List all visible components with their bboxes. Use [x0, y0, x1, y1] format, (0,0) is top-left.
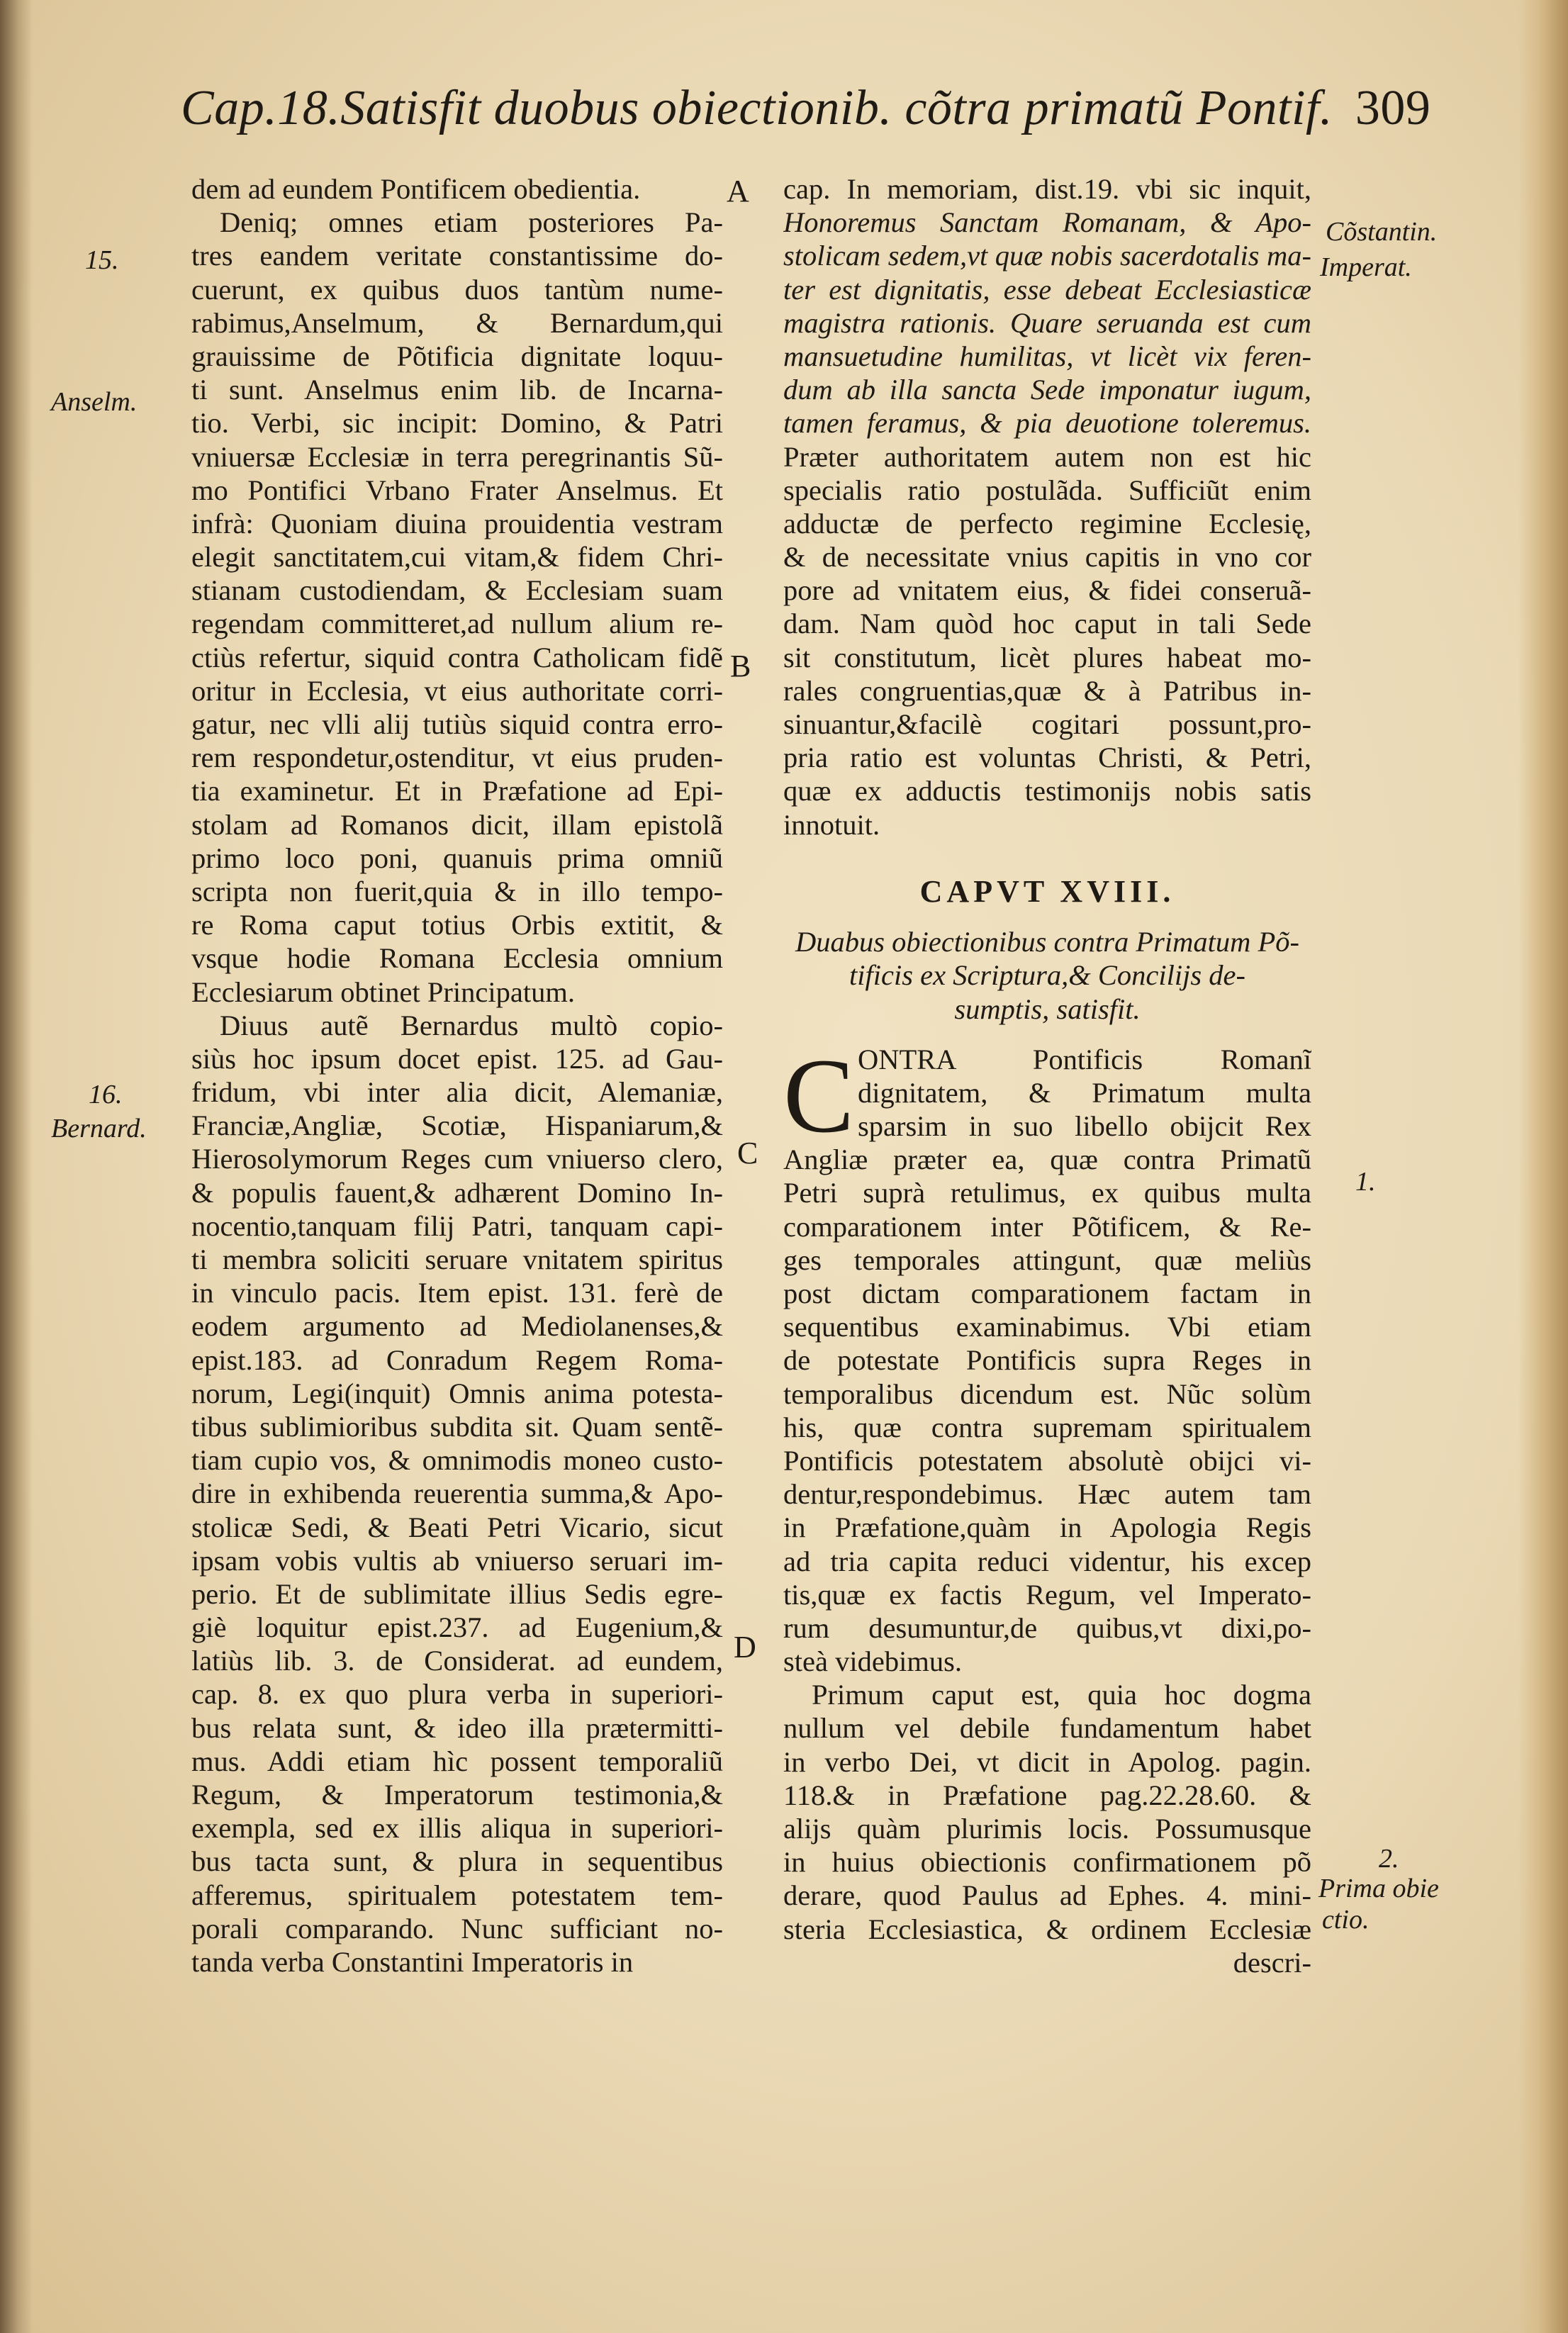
text-line: epist.183. ad Conradum Regem Roma-: [191, 1343, 723, 1376]
chapter-body: [783, 1036, 1311, 1946]
left-column: [191, 172, 723, 1979]
text-line: porali comparando. Nunc sufficiant no-: [191, 1912, 723, 1945]
text-line: dire in exhibenda reuerentia summa,& Apo-: [191, 1477, 723, 1510]
text-line: perio. Et de sublimitate illius Sedis egre-: [191, 1577, 723, 1610]
text-line: stianam custodiendam, & Ecclesiam suam: [191, 574, 723, 607]
text-line: rem respondetur,ostenditur, vt eius pruden-: [191, 742, 723, 774]
text-line: ti membra soliciti seruare vnitatem spiritus: [191, 1243, 723, 1275]
text-line: mansuetudine humilitas, vt licèt vix feren-: [783, 340, 1311, 372]
text-line: rales congruentias,quæ & à Patribus in-: [783, 674, 1311, 707]
text-line: ad tria capita reduci videntur, his excep: [783, 1545, 1311, 1577]
text-line: & de necessitate vnius capitis in vno cor: [783, 541, 1311, 574]
text-line: comparationem inter Põtificem, & Re-: [783, 1210, 1311, 1243]
running-title: Cap.18.Satisfit duobus obiectionib. cõtra primatũ Pontif.: [181, 81, 1333, 135]
text-line: ipsam vobis vultis ab vniuerso seruari im-: [191, 1544, 723, 1577]
text-line: Deniq; omnes etiam posteriores Pa-: [220, 206, 723, 239]
section-letter-b: B: [730, 649, 751, 683]
text-line: Honoremus Sanctam Romanam, & Apo-: [783, 206, 1311, 239]
text-line: nocentio,tanquam filij Patri, tanquam capi-: [191, 1209, 723, 1242]
text-line: sinuantur,&facilè cogitari possunt,pro-: [783, 708, 1311, 740]
text-line: giè loquitur epist.237. ad Eugenium,&: [191, 1611, 723, 1644]
text-line: tia examinetur. Et in Præfatione ad Epi-: [191, 775, 723, 807]
margin-number-16: 16.: [89, 1080, 123, 1109]
text-line: regendam committeret,ad nullum alium re-: [191, 608, 723, 640]
text-line: ONTRA Pontificis Romanĩ: [858, 1043, 1311, 1075]
section-letter-a: A: [727, 174, 749, 208]
subtitle-line: tificis ex Scriptura,& Concilijs de-: [849, 959, 1246, 992]
text-line: ctiùs refertur, siquid contra Catholicam fidẽ: [191, 641, 723, 673]
margin-note-anselm: Anselm.: [51, 387, 138, 417]
text-line: sparsim in suo libello obijcit Rex: [858, 1110, 1311, 1143]
text-line: Ecclesiarum obtinet Principatum.: [191, 975, 575, 1008]
text-line: fridum, vbi inter alia dicit, Alemaniæ,: [191, 1076, 723, 1109]
text-line: nullum vel debile fundamentum habet: [783, 1712, 1311, 1745]
text-line: Primum caput est, quia hoc dogma: [812, 1679, 1311, 1711]
catchword: descri-: [1233, 1946, 1311, 1979]
text-line: latiùs lib. 3. de Considerat. ad eundem,: [191, 1645, 723, 1677]
text-line: de potestate Pontificis supra Reges in: [783, 1344, 1311, 1377]
text-line: sit constitutum, licèt plures habeat mo-: [783, 641, 1311, 673]
text-line: ti sunt. Anselmus enim lib. de Incarna-: [191, 374, 723, 406]
text-line: norum, Legi(inquit) Omnis anima potesta-: [191, 1377, 723, 1409]
text-line: Pontificis potestatem absolutè obijci vi-: [783, 1444, 1311, 1477]
running-header: [181, 77, 1431, 140]
text-line: & populis fauent,& adhærent Domino In-: [191, 1176, 723, 1209]
text-line: eodem argumento ad Mediolanenses,&: [191, 1310, 723, 1343]
text-line: steà videbimus.: [783, 1645, 962, 1678]
text-line: dem ad eundem Pontificem obedientia.: [191, 173, 641, 205]
text-line: re Roma caput totius Orbis extitit, &: [191, 909, 723, 941]
text-line: tis,quæ ex factis Regum, vel Imperato-: [783, 1578, 1311, 1611]
text-line: dentur,respondebimus. Hæc autem tam: [783, 1478, 1311, 1511]
drop-cap: C: [783, 1036, 855, 1155]
text-line: bus tacta sunt, & plura in sequentibus: [191, 1845, 723, 1878]
text-line: steria Ecclesiastica, & ordinem Ecclesiæ: [783, 1913, 1311, 1945]
text-line: elegit sanctitatem,cui vitam,& fidem Chri-: [191, 541, 723, 574]
text-line: stolam ad Romanos dicit, illam epistolã: [191, 808, 723, 841]
text-line: vniuersæ Ecclesiæ in terra peregrinantis Sũ-: [191, 440, 723, 473]
text-line: siùs hoc ipsum docet epist. 125. ad Gau-: [191, 1042, 723, 1075]
text-line: Franciæ,Angliæ, Scotiæ, Hispaniarum,&: [191, 1109, 723, 1142]
text-line: specialis ratio postulãda. Sufficiũt enim: [783, 474, 1311, 506]
text-line: derare, quod Paulus ad Ephes. 4. mini-: [783, 1879, 1311, 1912]
text-line: tres eandem veritate constantissime do-: [191, 240, 723, 272]
text-line: ges temporales attingunt, quæ meliùs: [783, 1243, 1311, 1276]
subtitle-line: Duabus obiectionibus contra Primatum Põ-: [795, 926, 1299, 958]
margin-number-2: 2.: [1379, 1844, 1399, 1874]
text-line: dum ab illa sancta Sede imponatur iugum,: [783, 374, 1311, 406]
text-line: tiam cupio vos, & omnimodis moneo custo-: [191, 1444, 723, 1477]
margin-note-obiectio: ctio.: [1322, 1905, 1370, 1935]
text-line: cap. 8. ex quo plura verba in superiori-: [191, 1678, 723, 1711]
text-line: in Præfatione,quàm in Apologia Regis: [783, 1511, 1311, 1544]
text-line: bus relata sunt, & ideo illa prætermitti-: [191, 1711, 723, 1744]
text-line: Diuus autẽ Bernardus multò copio-: [220, 1009, 723, 1041]
section-letter-c: C: [737, 1136, 758, 1170]
text-line: vsque hodie Romana Ecclesia omnium: [191, 942, 723, 975]
page-edge-shadow: [1518, 0, 1568, 2333]
text-line: grauissime de Põtificia dignitate loquu-: [191, 340, 723, 372]
margin-note-bernard: Bernard.: [51, 1114, 147, 1143]
spacer: [783, 1026, 1311, 1043]
spacer: [783, 908, 1311, 925]
text-line: in verbo Dei, vt dicit in Apolog. pagin.: [783, 1745, 1311, 1778]
text-line: oritur in Ecclesia, vt eius authoritate corri-: [191, 674, 723, 707]
margin-note-constantin: Cõstantin.: [1326, 217, 1438, 247]
text-line: his, quæ contra supremam spiritualem: [783, 1411, 1311, 1443]
text-line: tibus sublimioribus subdita sit. Quam sentẽ-: [191, 1410, 723, 1443]
text-line: Regum, & Imperatorum testimonia,&: [191, 1779, 723, 1811]
text-line: infrà: Quoniam diuina prouidentia vestram: [191, 507, 723, 539]
text-line: Hierosolymorum Reges cum vniuerso clero,: [191, 1143, 723, 1175]
text-line: innotuit.: [783, 808, 880, 841]
text-line: pore ad vnitatem eius, & fidei conseruã-: [783, 574, 1311, 607]
text-line: in vinculo pacis. Item epist. 131. ferè de: [191, 1277, 723, 1309]
text-line: stolicæ Sedi, & Beati Petri Vicario, sicut: [191, 1511, 723, 1543]
text-line: tanda verba Constantini Imperatoris in: [191, 1945, 634, 1978]
margin-note-prima: Prima obie: [1318, 1874, 1439, 1903]
text-line: adductæ de perfecto regimine Ecclesię,: [783, 507, 1311, 539]
margin-note-imperat: Imperat.: [1320, 252, 1412, 282]
text-line: gatur, nec vlli alij tutiùs siquid contra erro-: [191, 708, 723, 740]
text-line: alijs quàm plurimis locis. Possumusque: [783, 1813, 1311, 1845]
chapter-subtitle: [783, 925, 1311, 1026]
right-column: [783, 172, 1311, 1979]
page-gutter-shadow: [0, 0, 33, 2333]
text-line: 118.& in Præfatione pag.22.28.60. &: [783, 1779, 1311, 1811]
text-line: dam. Nam quòd hoc caput in tali Sede: [783, 608, 1311, 640]
text-line: Angliæ præter ea, quæ contra Primatũ: [783, 1143, 1311, 1176]
right-column-top-text: [783, 172, 1311, 841]
subtitle-line: sumptis, satisfit.: [954, 992, 1141, 1025]
text-line: mus. Addi etiam hìc possent temporaliũ: [191, 1745, 723, 1777]
chapter-heading: CAPVT XVIII.: [919, 874, 1175, 909]
text-line: magistra rationis. Quare seruanda est cum: [783, 306, 1311, 339]
spacer: [783, 841, 1311, 875]
text-line: quæ ex adductis testimonijs nobis satis: [783, 775, 1311, 807]
text-line: dignitatem, & Primatum multa: [858, 1076, 1311, 1109]
text-line: exempla, sed ex illis aliqua in superiori-: [191, 1812, 723, 1845]
text-line: Petri suprà retulimus, ex quibus multa: [783, 1177, 1311, 1209]
text-line: temporalibus dicendum est. Nũc solùm: [783, 1377, 1311, 1410]
text-line: post dictam comparationem factam in: [783, 1277, 1311, 1309]
text-line: tio. Verbi, sic incipit: Domino, & Patri: [191, 407, 723, 440]
margin-number-1: 1.: [1355, 1167, 1376, 1197]
text-line: primo loco poni, quanuis prima omniũ: [191, 841, 723, 874]
text-line: sequentibus examinabimus. Vbi etiam: [783, 1311, 1311, 1343]
text-line: cap. In memoriam, dist.19. vbi sic inquit,: [783, 173, 1311, 205]
text-line: cuerunt, ex quibus duos tantùm nume-: [191, 273, 723, 306]
text-line: Præter authoritatem autem non est hic: [783, 440, 1311, 473]
text-line: ter est dignitatis, esse debeat Ecclesiasticæ: [783, 273, 1311, 306]
text-line: stolicam sedem,vt quæ nobis sacerdotalis ma-: [783, 240, 1311, 272]
text-line: in huius obiectionis confirmationem põ: [783, 1846, 1311, 1879]
text-line: mo Pontifici Vrbano Frater Anselmus. Et: [191, 474, 723, 506]
section-letter-d: D: [734, 1630, 756, 1665]
text-line: tamen feramus, & pia deuotione toleremus.: [783, 407, 1311, 440]
text-line: afferemus, spiritualem potestatem tem-: [191, 1879, 723, 1911]
text-line: rum desumuntur,de quibus,vt dixi,po-: [783, 1611, 1311, 1644]
text-line: scripta non fuerit,quia & in illo tempo-: [191, 875, 723, 907]
margin-number-15: 15.: [85, 245, 119, 275]
text-line: pria ratio est voluntas Christi, & Petri,: [783, 742, 1311, 774]
page-number: 309: [1355, 81, 1431, 135]
text-line: rabimus,Anselmum, & Bernardum,qui: [191, 306, 723, 339]
